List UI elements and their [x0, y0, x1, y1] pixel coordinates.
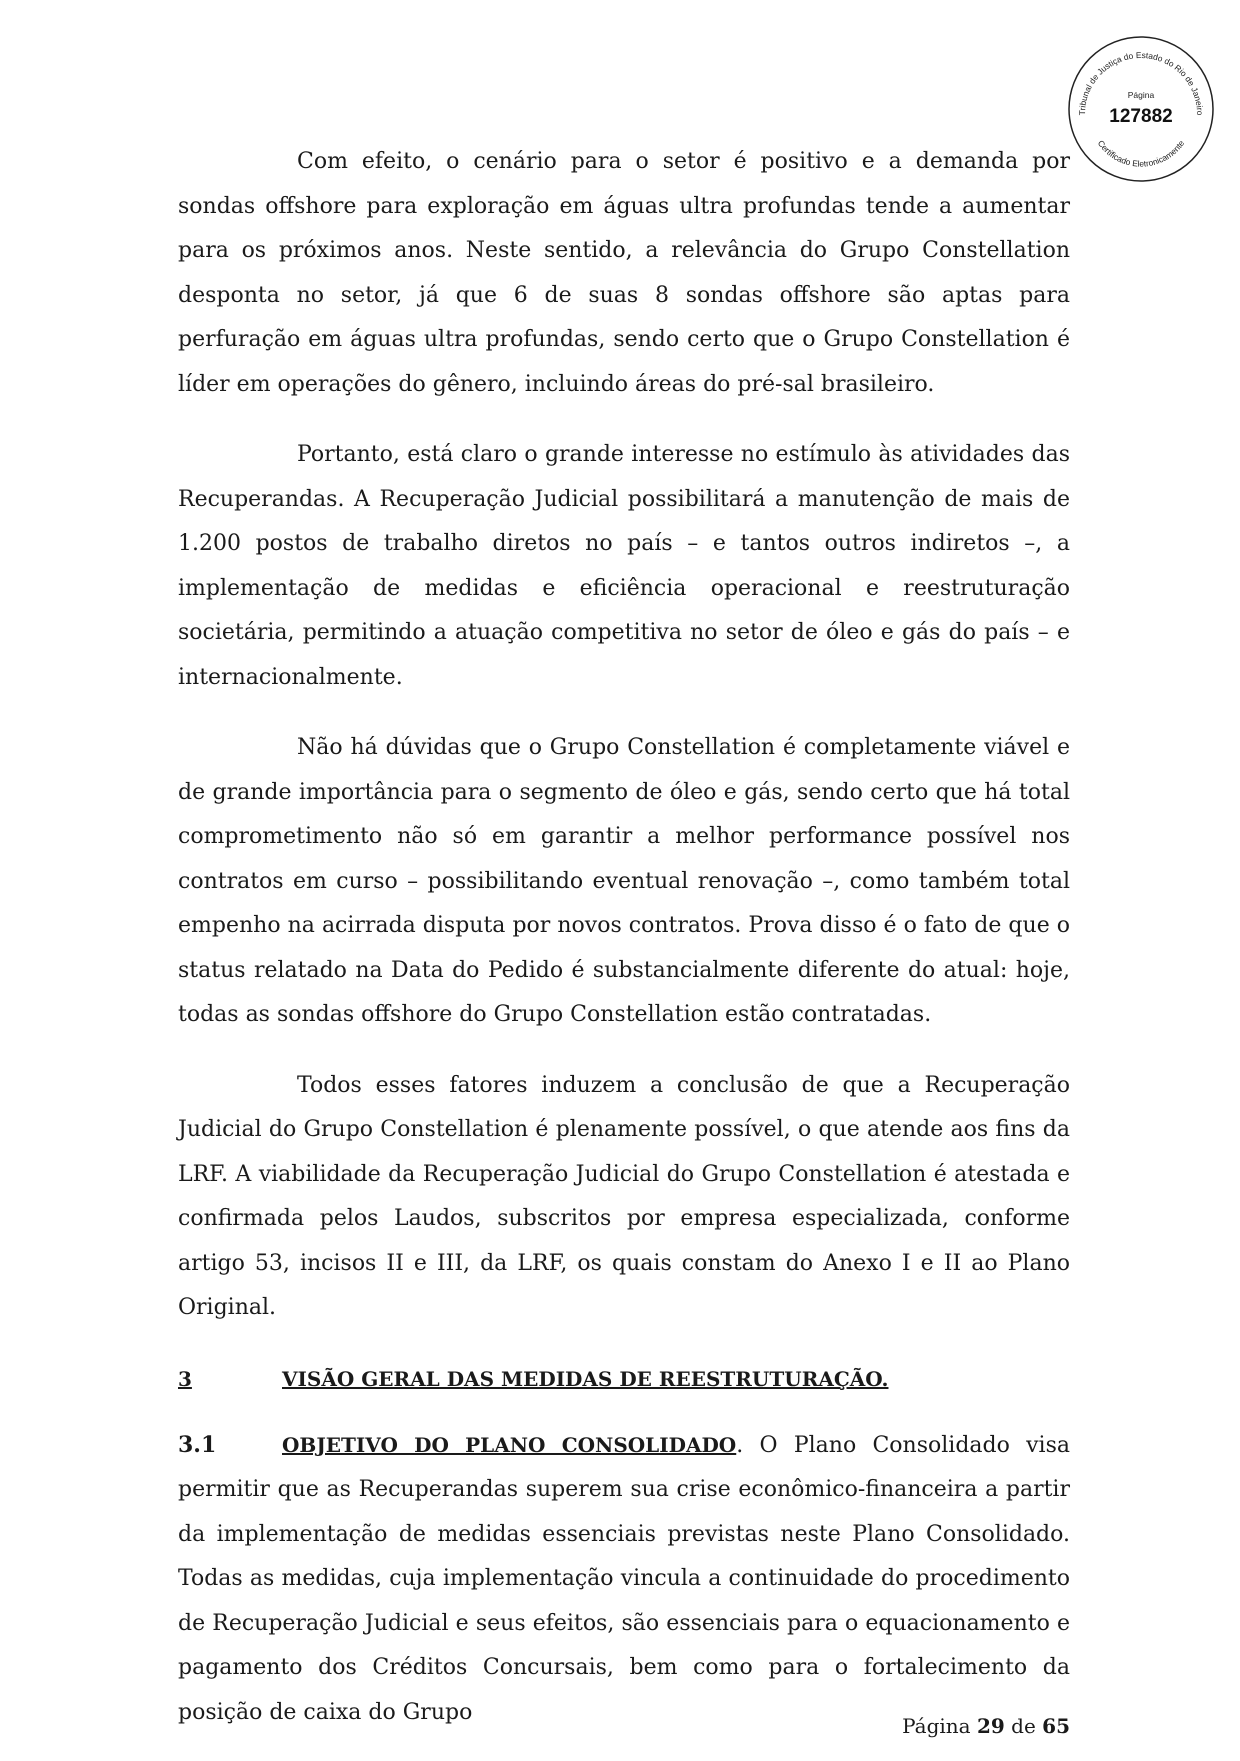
paragraph-1: Com efeito, o cenário para o setor é positivo e a demanda por sondas offshore para exploração em águas ultra profundas tende a aumentar para os próximos anos. Neste sentido, a relevância do Grupo Constellation desponta no setor, já que 6 de suas 8 sondas offshore são aptas para perfuração em águas ultra profundas, sendo certo que o Grupo Constellation é líder em operações do gênero, incluindo áreas do pré-sal brasileiro.	[178, 149, 1070, 397]
footer-current-page: 29	[976, 1714, 1005, 1738]
paragraph-4: Todos esses fatores induzem a conclusão de que a Recuperação Judicial do Grupo Constellation é plenamente possível, o que atende aos fins da LRF. A viabilidade da Recuperação Judicial do Grupo Constellation é atestada e confirmada pelos Laudos, subscritos por empresa especializada, conforme artigo 53, incisos II e III, da LRF, os quais constam do Anexo I e II ao Plano Original.	[178, 1072, 1070, 1320]
footer-middle: de	[1011, 1714, 1036, 1738]
paragraph-2: Portanto, está claro o grande interesse no estímulo às atividades das Recuperandas. A Recuperação Judicial possibilitará a manutenção de mais de 1.200 postos de trabalho diretos no país – e tantos outros indiretos –, a implementação de medidas e eficiência operacional e reestruturação societária, permitindo a atuação competitiva no setor de óleo e gás do país – e internacionalmente.	[178, 442, 1070, 690]
seal-label: Página	[1127, 90, 1155, 100]
section-heading	[178, 1357, 1070, 1401]
footer-total-pages: 65	[1042, 1714, 1070, 1738]
paragraph-3: Não há dúvidas que o Grupo Constellation é completamente viável e de grande importância para o segmento de óleo e gás, sendo certo que há total comprometimento não só em garantir a melhor performance possível nos contratos em curso – possibilitando eventual renovação –, como também total empenho na acirrada disputa por novos contratos. Prova disso é o fato de que o status relatado na Data do Pedido é substancialmente diferente do atual: hoje, todas as sondas offshore do Grupo Constellation estão contratadas.	[178, 735, 1070, 1027]
document-body	[178, 140, 1070, 1761]
seal-arc-bottom-text: Certificado Eletronicamente	[1095, 138, 1187, 169]
footer-prefix: Página	[902, 1714, 971, 1738]
subsection-number: 3.1	[178, 1431, 217, 1458]
seal-page-number: 127882	[1109, 106, 1173, 127]
subsection-text: . O Plano Consolidado visa permitir que as Recuperandas superem sua crise econômico-financeira a partir da implementação de medidas essenciais previstas neste Plano Consolidado. Todas as medidas, cuja implementação vincula a continuidade do procedimento de Recuperação Judicial e seus efeitos, são essenciais para o equacionamento e pagamento dos Créditos Concursais, bem como para o fortalecimento da posição de caixa do Grupo	[178, 1432, 1071, 1725]
subsection-paragraph	[178, 1423, 1070, 1736]
section-title: VISÃO GERAL DAS MEDIDAS DE REESTRUTURAÇÃO.	[282, 1366, 889, 1391]
svg-text:Certificado Eletronicamente	[1096, 138, 1187, 169]
court-seal-stamp	[1066, 34, 1216, 184]
page-footer	[860, 1714, 1070, 1738]
subsection-title: OBJETIVO DO PLANO CONSOLIDADO	[282, 1432, 737, 1457]
section-number: 3	[178, 1366, 192, 1391]
seal-arc-top-text: Tribunal de Justiça do Estado do Rio de Janeiro	[1076, 49, 1206, 116]
